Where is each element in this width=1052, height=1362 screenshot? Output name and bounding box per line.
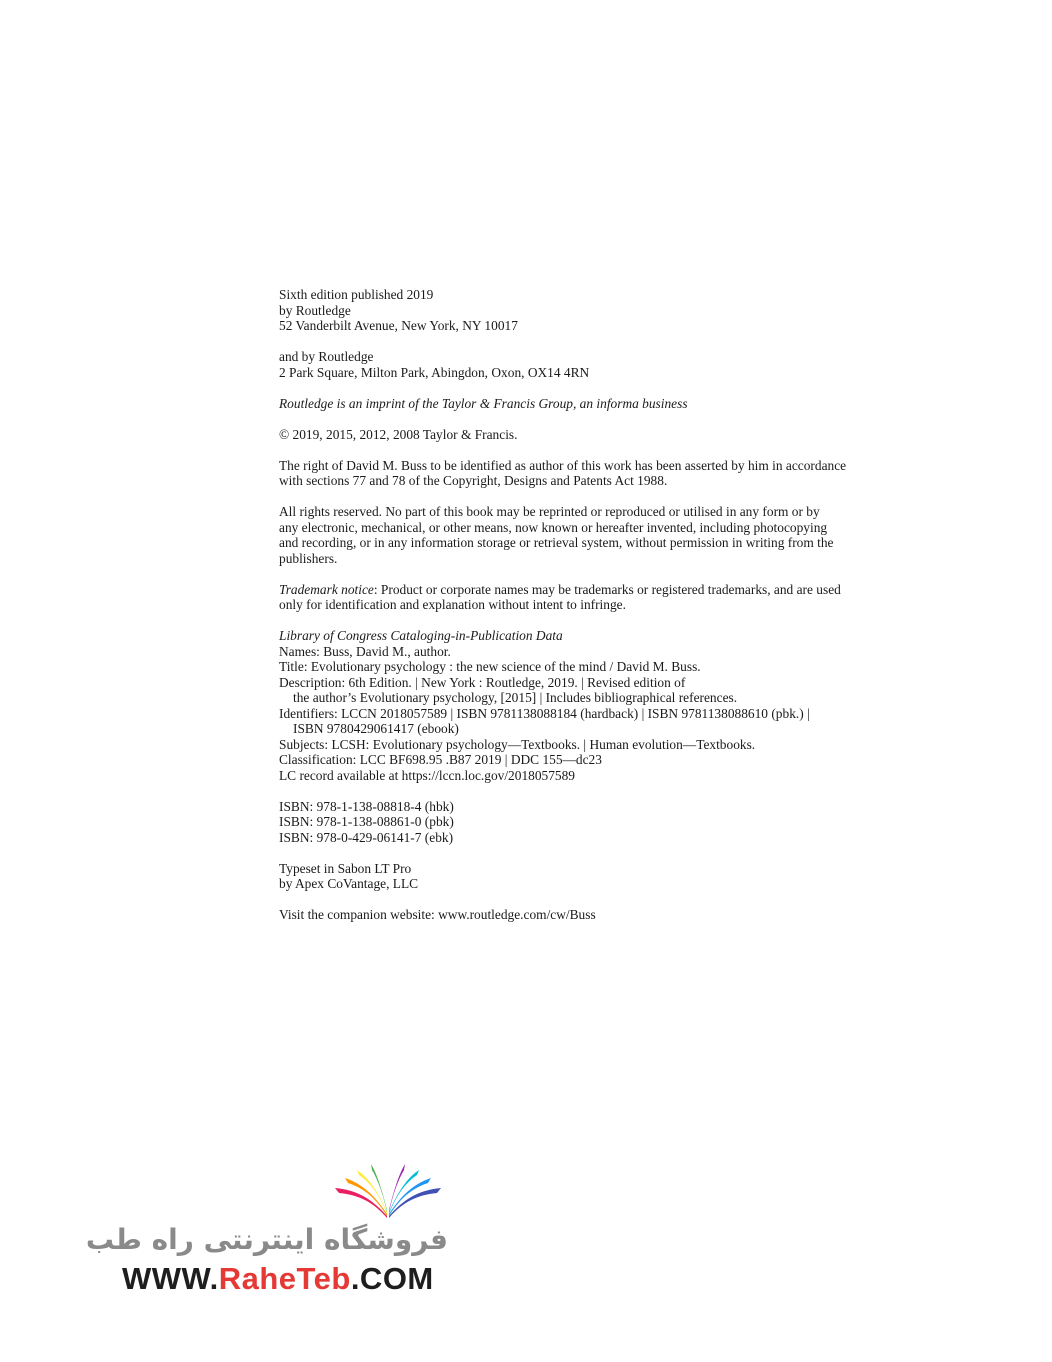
copyright-notice bbox=[279, 427, 919, 443]
watermark-url bbox=[122, 1260, 434, 1298]
open-book-rainbow-icon bbox=[333, 1160, 443, 1220]
publisher-name: by Routledge bbox=[279, 302, 351, 318]
trademark-line bbox=[279, 582, 919, 598]
publisher-uk bbox=[279, 349, 919, 380]
cip-classification: Classification: LCC BF698.95 .B87 2019 | DDC 155—dc23 bbox=[279, 752, 602, 767]
cip-heading: Library of Congress Cataloging-in-Publication Data bbox=[279, 628, 563, 643]
trademark-line-2: only for identification and explanation without intent to infringe. bbox=[279, 597, 626, 612]
cip-lc-record: LC record available at https://lccn.loc.gov/2018057589 bbox=[279, 767, 576, 783]
cip-title: Title: Evolutionary psychology : the new science of the mind / David M. Buss. bbox=[279, 659, 701, 674]
trademark-notice bbox=[279, 582, 919, 613]
typeset-font: Typeset in Sabon LT Pro bbox=[279, 860, 412, 876]
rights-line: publishers. bbox=[279, 550, 338, 566]
copyright-text: © 2019, 2015, 2012, 2008 Taylor & Francis. bbox=[279, 426, 518, 442]
url-prefix: WWW. bbox=[122, 1261, 219, 1296]
edition-line: Sixth edition published 2019 bbox=[279, 287, 434, 302]
trademark-label: Trademark notice bbox=[279, 581, 374, 597]
publisher-us bbox=[279, 287, 919, 334]
moral-rights bbox=[279, 458, 919, 489]
moral-rights-line: The right of David M. Buss to be identified as author of this work has been asserted by him in accordance bbox=[279, 457, 847, 473]
url-suffix: .COM bbox=[350, 1261, 434, 1296]
moral-rights-line: with sections 77 and 78 of the Copyright, Designs and Patents Act 1988. bbox=[279, 473, 668, 488]
isbn-hbk: ISBN: 978-1-138-08818-4 (hbk) bbox=[279, 798, 454, 814]
rights-line: and recording, or in any information storage or retrieval system, without permission in writing from the bbox=[279, 535, 834, 550]
url-brand: RaheTeb bbox=[218, 1261, 351, 1296]
cip-description: Description: 6th Edition. | New York : Routledge, 2019. | Revised edition of bbox=[279, 674, 686, 690]
rights-line: any electronic, mechanical, or other means, now known or hereafter invented, including photocopying bbox=[279, 519, 828, 535]
rights-reserved bbox=[279, 504, 919, 566]
publisher-name-uk: and by Routledge bbox=[279, 349, 374, 364]
colophon bbox=[279, 287, 919, 923]
publisher-address-uk: 2 Park Square, Milton Park, Abingdon, Oxon, OX14 4RN bbox=[279, 364, 590, 380]
isbn-pbk: ISBN: 978-1-138-08861-0 (pbk) bbox=[279, 814, 454, 829]
isbn-ebk: ISBN: 978-0-429-06141-7 (ebk) bbox=[279, 829, 454, 845]
imprint-text: Routledge is an imprint of the Taylor & Francis Group, an informa business bbox=[279, 395, 688, 411]
cip-subjects: Subjects: LCSH: Evolutionary psychology—Textbooks. | Human evolution—Textbooks. bbox=[279, 736, 756, 752]
raheteb-watermark bbox=[85, 1160, 458, 1300]
publisher-address-us: 52 Vanderbilt Avenue, New York, NY 10017 bbox=[279, 318, 518, 333]
cip-identifiers: Identifiers: LCCN 2018057589 | ISBN 9781138088184 (hardback) | ISBN 9781138088610 (pbk.) | bbox=[279, 705, 810, 721]
imprint-note bbox=[279, 396, 919, 412]
typeset-info bbox=[279, 861, 919, 892]
rights-line: All rights reserved. No part of this book may be reprinted or reproduced or utilised in any form or by bbox=[279, 504, 820, 519]
watermark-persian-text: فروشگاه اینترنتی راه طب bbox=[85, 1223, 448, 1256]
cip-identifiers-cont: ISBN 9780429061417 (ebook) bbox=[293, 721, 459, 736]
companion-website bbox=[279, 907, 919, 923]
cip-description-cont: the author’s Evolutionary psychology, [2015] | Includes bibliographical references. bbox=[293, 690, 738, 705]
isbn-list bbox=[279, 799, 919, 846]
cip-data bbox=[279, 628, 919, 783]
cip-names: Names: Buss, David M., author. bbox=[279, 643, 451, 659]
trademark-text: : Product or corporate names may be trademarks or registered trademarks, and are used bbox=[373, 581, 841, 597]
companion-text: Visit the companion website: www.routledge.com/cw/Buss bbox=[279, 907, 596, 922]
typesetter: by Apex CoVantage, LLC bbox=[279, 876, 419, 891]
